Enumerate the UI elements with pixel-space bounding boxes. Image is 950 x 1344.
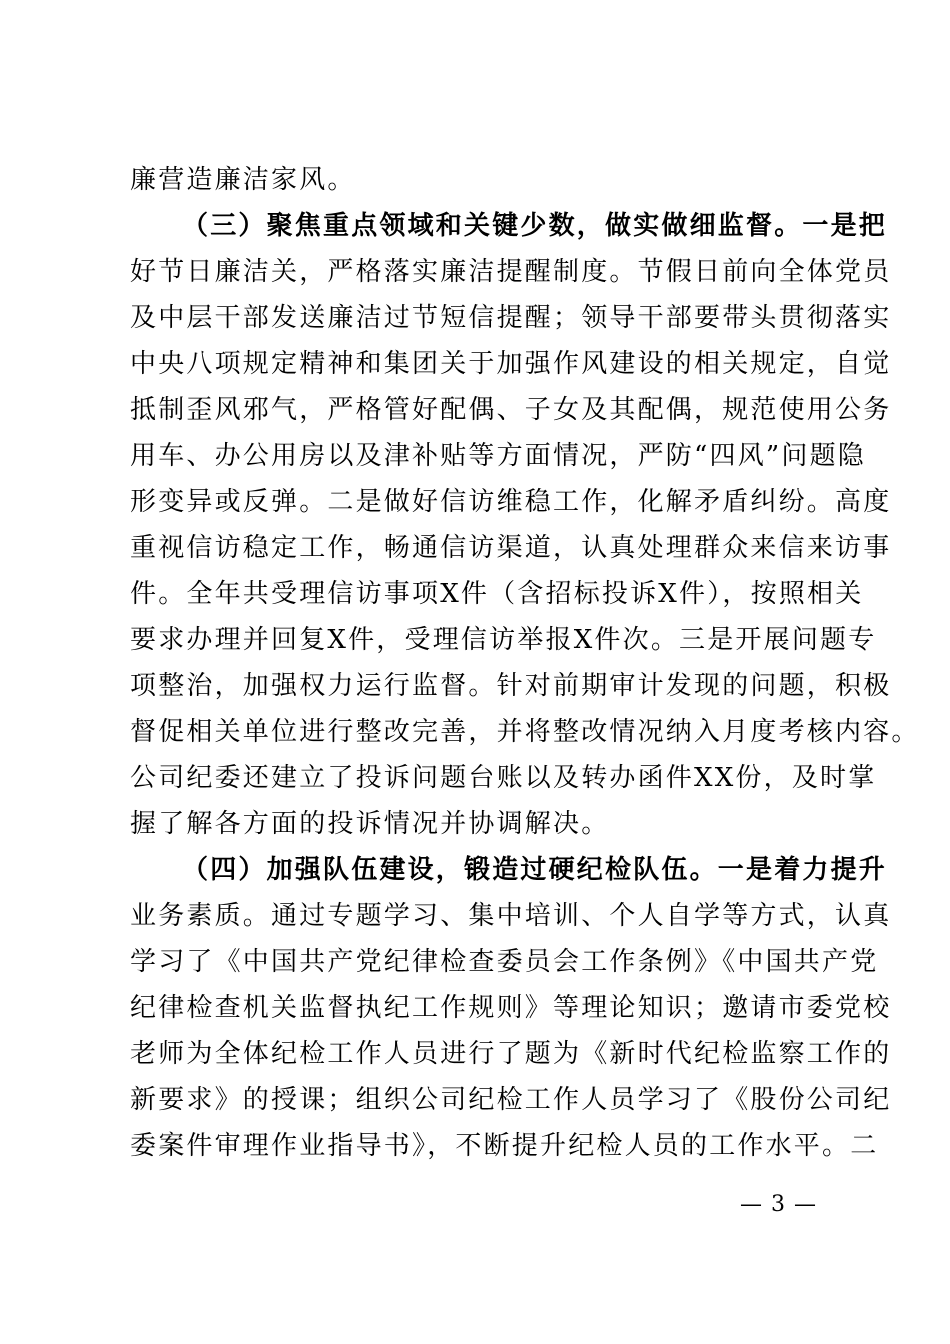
paragraph-line: 业务素质。通过专题学习、集中培训、个人自学等方式，认真 [130, 901, 892, 931]
page-number: — 3 — [740, 1192, 817, 1217]
paragraph-line: 用车、办公用房以及津补贴等方面情况，严防“四风”问题隐 [130, 441, 866, 471]
paragraph-line: 件。全年共受理信访事项X件（含招标投诉X件），按照相关 [130, 579, 864, 609]
paragraph-line: 委案件审理作业指导书》，不断提升纪检人员的工作水平。二 [130, 1131, 879, 1161]
paragraph-line: 项整治，加强权力运行监督。针对前期审计发现的问题，积极 [130, 671, 892, 701]
paragraph-line: 要求办理并回复X件，受理信访举报X件次。三是开展问题专 [130, 625, 877, 655]
section-3-number: （三） [182, 211, 267, 241]
paragraph-line: 新要求》的授课；组织公司纪检工作人员学习了《股份公司纪 [130, 1085, 892, 1115]
section-4-number: （四） [182, 855, 267, 885]
paragraph-line: 形变异或反弹。二是做好信访维稳工作，化解矛盾纠纷。高度 [130, 487, 892, 517]
paragraph-line: 廉营造廉洁家风。 [130, 165, 356, 195]
paragraph-line: 重视信访稳定工作，畅通信访渠道，认真处理群众来信来访事 [130, 533, 892, 563]
section-4-title-line: 加强队伍建设，锻造过硬纪检队伍。一是着力提升 [266, 855, 888, 885]
paragraph-line: 老师为全体纪检工作人员进行了题为《新时代纪检监察工作的 [130, 1039, 892, 1069]
paragraph-line: 纪律检查机关监督执纪工作规则》等理论知识；邀请市委党校 [130, 993, 892, 1023]
paragraph-line: 握了解各方面的投诉情况并协调解决。 [130, 809, 610, 839]
section-heading-4 [182, 850, 888, 890]
paragraph-line: 督促相关单位进行整改完善，并将整改情况纳入月度考核内容。 [130, 717, 920, 747]
paragraph-line: 抵制歪风邪气，严格管好配偶、子女及其配偶，规范使用公务 [130, 395, 892, 425]
paragraph-line: 中央八项规定精神和集团关于加强作风建设的相关规定，自觉 [130, 349, 892, 379]
section-heading-3 [182, 206, 888, 246]
paragraph-line: 学习了《中国共产党纪律检查委员会工作条例》《中国共产党 [130, 947, 879, 977]
section-3-title-line: 聚焦重点领域和关键少数，做实做细监督。一是把 [266, 211, 888, 241]
paragraph-line: 好节日廉洁关，严格落实廉洁提醒制度。节假日前向全体党员 [130, 257, 892, 287]
paragraph-line: 公司纪委还建立了投诉问题台账以及转办函件XX份，及时掌 [130, 763, 877, 793]
paragraph-line: 及中层干部发送廉洁过节短信提醒；领导干部要带头贯彻落实 [130, 303, 892, 333]
